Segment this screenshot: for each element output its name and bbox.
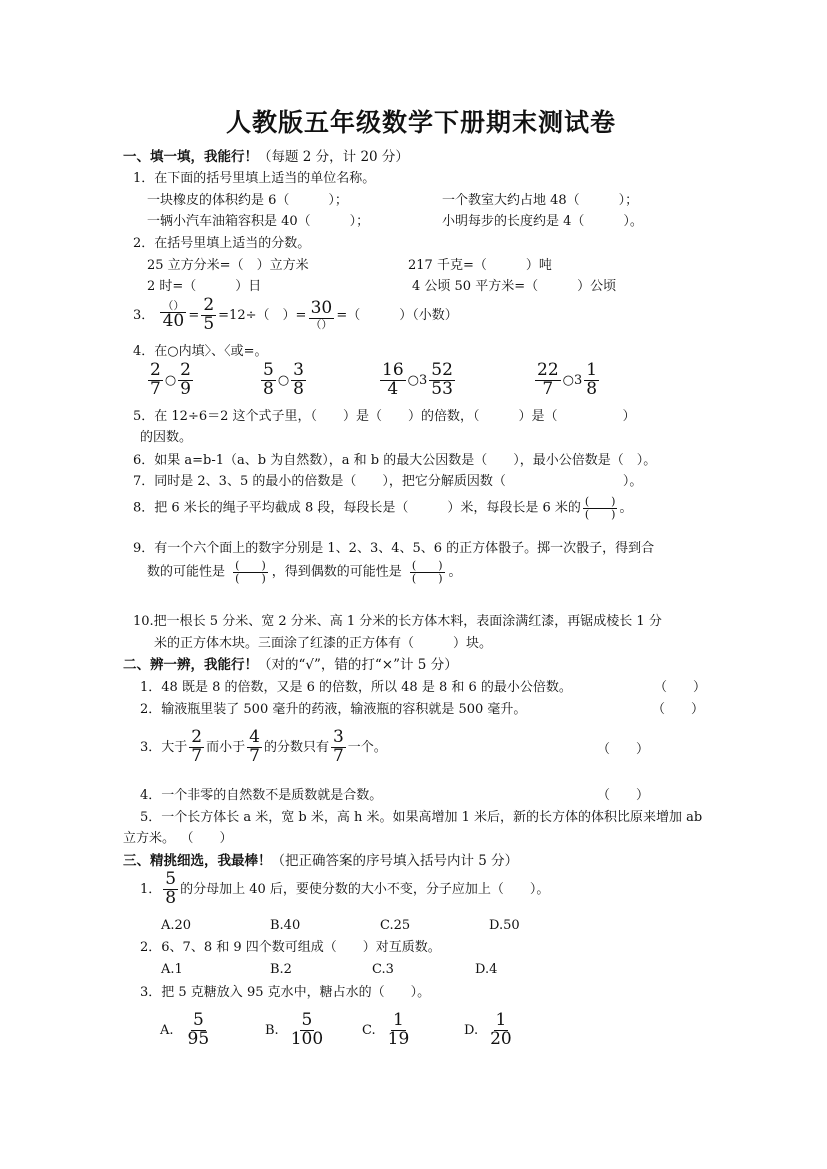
denominator: 19	[387, 1028, 410, 1049]
denominator: 9	[180, 378, 191, 399]
s1-q3-label: 3．	[133, 307, 155, 323]
s1-q1-d: 小明每步的长度约是 4（ ）。	[442, 214, 643, 229]
denominator: 40	[162, 310, 185, 331]
section-3-title: 三、精挑细选，我最棒！	[123, 853, 272, 869]
section-2-heading	[123, 657, 458, 673]
numerator: （）	[162, 299, 185, 313]
s1-q4-text: 4．在○内填〉、〈或=。	[133, 344, 268, 359]
numerator: 22	[537, 360, 559, 380]
fraction	[148, 362, 163, 399]
s2-q4-answer[interactable]: （ ）	[597, 788, 650, 803]
s3-q3-option-b[interactable]	[265, 1012, 327, 1049]
s1-q10-line1: 10.把一根长 5 分米、宽 2 分米、高 1 分米的长方体木料，表面涂满红漆，再锯成棱长 1 分	[133, 614, 662, 629]
s1-q1-b: 一个教室大约占地 48（ ）；	[442, 193, 639, 208]
s1-q9-fraction-1	[233, 560, 268, 584]
s3-q2-option-a[interactable]: A.1	[161, 962, 183, 977]
denominator: 8	[263, 378, 274, 399]
fraction	[291, 362, 306, 399]
numerator: 52	[431, 360, 453, 380]
page-title: 人教版五年级数学下册期末测试卷	[226, 108, 617, 137]
denominator: 5	[203, 313, 215, 334]
s3-q2-option-b[interactable]: B.2	[270, 962, 292, 977]
s2-q4: 4．一个非零的自然数不是质数就是合数。	[140, 788, 383, 803]
s1-q2-b: 217 千克=（ ）吨	[408, 258, 552, 273]
s1-q2-c: 2 时=（ ）日	[147, 279, 262, 294]
section-1-title: 一、填一填，我能行！	[123, 149, 258, 165]
s3-q3-option-c[interactable]	[362, 1012, 413, 1049]
denominator: （）	[310, 318, 333, 331]
numerator: ( )	[235, 559, 266, 572]
numerator: 16	[382, 360, 404, 380]
numerator: ( )	[584, 495, 616, 508]
s3-q3: 3．把 5 克糖放入 95 克水中，糖占水的（ ）。	[140, 985, 431, 1000]
s3-q1-option-d[interactable]: D.50	[489, 918, 520, 933]
fraction	[186, 1012, 212, 1049]
s1-q9-fraction-2	[410, 560, 445, 584]
fraction	[380, 362, 406, 399]
s1-q2-text: 2．在括号里填上适当的分数。	[133, 236, 311, 251]
section-1-heading	[123, 149, 409, 165]
denominator: 8	[165, 887, 177, 908]
s3-q1-option-b[interactable]: B.40	[270, 918, 301, 933]
numerator: 2	[150, 360, 161, 380]
numerator: 4	[249, 727, 260, 747]
numerator: 1	[495, 1010, 507, 1030]
s1-q4-pair-3	[378, 362, 457, 399]
s3-q1-option-c[interactable]: C.25	[380, 918, 411, 933]
s1-q5-line1: 5．在 12÷6＝2 这个式子里，（ ）是（ ）的倍数，（ ）是（ ）	[133, 409, 636, 424]
s1-q3	[133, 297, 458, 334]
s2-q2: 2．输液瓶里装了 500 毫升的药液，输液瓶的容积就是 500 毫升。	[140, 702, 527, 717]
numerator: 3	[332, 727, 344, 747]
s3-q2-option-c[interactable]: C.3	[372, 962, 394, 977]
s1-q3-tail: =（ ）（小数）	[336, 307, 458, 323]
numerator: 5	[301, 1010, 313, 1030]
fraction	[247, 729, 262, 766]
denominator: 20	[490, 1028, 512, 1049]
numerator: 5	[263, 360, 274, 380]
s3-q3-option-a[interactable]	[160, 1012, 213, 1049]
equals: =	[188, 307, 200, 323]
fraction	[429, 362, 455, 399]
fraction	[261, 362, 276, 399]
compare-circle[interactable]: ○3	[562, 372, 583, 388]
section-3-heading	[123, 853, 518, 869]
s1-q9-end: 。	[448, 564, 462, 580]
option-label: C.	[362, 1022, 376, 1038]
s3-q1-num: 1．	[140, 881, 162, 897]
s3-q1-option-a[interactable]: A.20	[161, 918, 192, 933]
s1-q4-pair-2	[259, 362, 308, 399]
s2-q5-line1: 5．一个长方体长 a 米，宽 b 米，高 h 米。如果高增加 1 米后，新的长方体的体积比原来增加 ab	[140, 810, 703, 825]
s2-q3-pre: 3．大于	[140, 739, 188, 755]
fraction	[535, 362, 561, 399]
s2-q1: 1．48 既是 8 的倍数，又是 6 的倍数，所以 48 是 8 和 6 的最小公倍数。	[140, 680, 572, 695]
fraction	[189, 729, 204, 766]
s3-q2-option-d[interactable]: D.4	[475, 962, 498, 977]
numerator: 2	[203, 295, 215, 315]
s1-q1-c: 一辆小汽车油箱容积是 40（ ）；	[147, 214, 370, 229]
fraction	[289, 1012, 325, 1049]
option-label: A.	[160, 1022, 174, 1038]
section-2-note: （对的“√”，错的打“×”计 5 分）	[258, 657, 458, 673]
compare-circle[interactable]: ○3	[407, 372, 428, 388]
compare-circle[interactable]: ○	[277, 372, 290, 388]
numerator: 5	[192, 1010, 204, 1030]
s1-q9-pre: 数的可能性是	[147, 564, 226, 580]
s1-q5-line2: 的因数。	[140, 430, 193, 445]
numerator: 3	[293, 360, 304, 380]
s1-q7: 7．同时是 2、3、5 的最小的倍数是（ ），把它分解质因数（ ）。	[133, 474, 643, 489]
s1-q8-fraction	[583, 496, 618, 520]
denominator: 7	[191, 745, 203, 766]
s2-q3-mid2: 的分数只有	[263, 739, 329, 755]
fraction	[163, 871, 178, 908]
s1-q8-text: 8．把 6 米长的绳子平均截成 8 段，每段长是（ ）米，每段长是 6 米的	[133, 500, 581, 516]
denominator: 7	[249, 745, 260, 766]
s2-q3-mid1: 而小于	[206, 739, 246, 755]
denominator: 7	[332, 745, 344, 766]
s3-q1-text: 的分母加上 40 后，要使分数的大小不变，分子应加上（ ）。	[180, 881, 550, 897]
s3-q2: 2．6、7、8 和 9 四个数可组成（ ）对互质数。	[140, 940, 441, 955]
s2-q5-answer[interactable]: （ ）	[187, 831, 233, 846]
denominator: ( )	[235, 571, 266, 585]
numerator: 5	[165, 869, 177, 889]
numerator: 2	[180, 360, 191, 380]
s2-q5-end: 立方米。	[123, 831, 176, 846]
s2-q3-answer[interactable]: （ ）	[597, 742, 650, 757]
section-1-note: （每题 2 分，计 20 分）	[258, 149, 409, 165]
s1-q9-line2	[147, 560, 462, 584]
s2-q3-end: 一个。	[347, 739, 387, 755]
s3-q3-option-d[interactable]	[464, 1012, 516, 1049]
s1-q4-pair-4	[533, 362, 601, 399]
numerator: ( )	[411, 559, 443, 572]
s1-q2-a: 25 立方分米=（ ）立方米	[147, 258, 309, 273]
denominator: 8	[293, 378, 304, 399]
numerator: 30	[310, 298, 333, 319]
s1-q6: 6．如果 a=b-1（a、b 为自然数），a 和 b 的最大公因数是（ ），最小公倍数是（ ）。	[133, 453, 657, 468]
s1-q3-fraction-1	[160, 300, 186, 330]
option-label: B.	[265, 1022, 279, 1038]
fraction	[584, 362, 599, 399]
s1-q2-d: 4 公顷 50 平方米=（ ）公顷	[412, 279, 617, 294]
denominator: 100	[290, 1028, 324, 1049]
numerator: 2	[191, 727, 203, 747]
denominator: ( )	[584, 507, 616, 521]
s2-q2-answer[interactable]: （ ）	[652, 702, 705, 717]
s1-q3-fraction-3	[308, 300, 334, 330]
s1-q1-text: 1．在下面的括号里填上适当的单位名称。	[133, 171, 376, 186]
s2-q5-line2	[123, 831, 233, 847]
s1-q9-mid: ，得到偶数的可能性是	[271, 564, 402, 580]
option-label: D.	[464, 1022, 479, 1038]
denominator: 4	[387, 378, 399, 399]
s1-q10-line2: 米的正方体木块。三面涂了红漆的正方体有（ ）块。	[154, 636, 493, 651]
fraction	[386, 1012, 412, 1049]
s1-q1-a: 一块橡皮的体积约是 6（ ）；	[147, 193, 348, 208]
compare-circle[interactable]: ○	[164, 372, 177, 388]
denominator: 95	[187, 1028, 210, 1049]
denominator: ( )	[411, 571, 443, 585]
section-3-note: （把正确答案的序号填入括号内计 5 分）	[271, 853, 519, 869]
denominator: 8	[586, 378, 598, 399]
s1-q4-pair-1	[146, 362, 195, 399]
section-2-title: 二、辨一辨，我能行！	[123, 657, 258, 673]
denominator: 7	[150, 378, 161, 399]
fraction	[488, 1012, 514, 1049]
fraction	[178, 362, 193, 399]
s1-q8	[133, 496, 633, 520]
s1-q3-fraction-2	[201, 297, 216, 334]
s1-q8-end: 。	[619, 500, 633, 516]
numerator: 1	[393, 1010, 404, 1030]
s1-q3-mid: =12÷（ ）=	[218, 307, 307, 323]
numerator: 1	[586, 360, 598, 380]
s2-q1-answer[interactable]: （ ）	[654, 680, 707, 695]
s3-q1	[140, 871, 549, 908]
fraction	[331, 729, 346, 766]
s2-q3	[140, 729, 387, 766]
denominator: 53	[431, 378, 453, 399]
denominator: 7	[542, 378, 554, 399]
s1-q9-line1: 9．有一个六个面上的数字分别是 1、2、3、4、5、6 的正方体骰子。掷一次骰子，得到合	[133, 541, 655, 556]
